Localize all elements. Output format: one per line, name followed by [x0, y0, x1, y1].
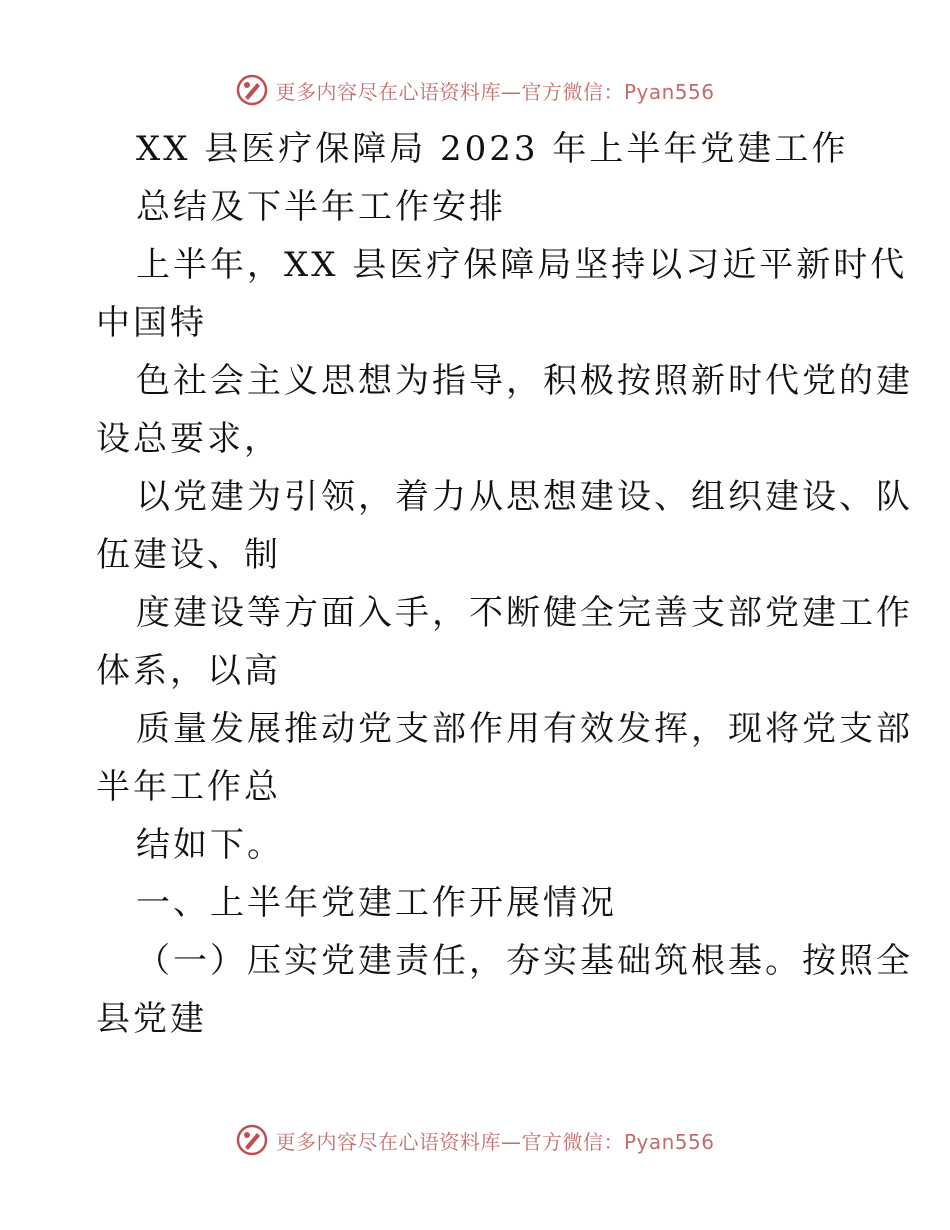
paragraph-line: 半年工作总: [96, 767, 281, 807]
header-watermark: [0, 70, 950, 110]
paragraph-line: 结如下。: [136, 825, 284, 865]
paragraph-line: 上半年，XX 县医疗保障局坚持以习近平新时代: [136, 245, 908, 285]
paragraph-line: 体系，以高: [96, 651, 281, 691]
paragraph-line: 以党建为引领，着力从思想建设、组织建设、队: [136, 477, 913, 517]
paragraph-line: 色社会主义思想为指导，积极按照新时代党的建: [136, 361, 913, 401]
paragraph-line: 度建设等方面入手，不断健全完善支部党建工作: [136, 593, 913, 633]
paragraph-line: 伍建设、制: [96, 535, 281, 575]
section-heading: 一、上半年党建工作开展情况: [136, 883, 617, 923]
document-body: [96, 120, 913, 1048]
watermark-text: 更多内容尽在心语资料库—官方微信：Pyan556: [275, 1129, 715, 1154]
watermark-text: 更多内容尽在心语资料库—官方微信：Pyan556: [275, 79, 715, 104]
paragraph-line: 县党建: [96, 999, 207, 1039]
subsection-heading: （一）压实党建责任，夯实基础筑根基。按照全: [136, 941, 913, 981]
paragraph-line: 质量发展推动党支部作用有效发挥，现将党支部: [136, 709, 913, 749]
title-line-2: 总结及下半年工作安排: [136, 187, 506, 227]
paragraph-line: 中国特: [96, 303, 207, 343]
footer-watermark: [0, 1120, 950, 1160]
paragraph-line: 设总要求，: [96, 419, 281, 459]
pen-nib-icon: [235, 73, 269, 107]
title-line-1: XX 县医疗保障局 2023 年上半年党建工作: [136, 129, 849, 169]
pen-nib-icon: [235, 1123, 269, 1157]
